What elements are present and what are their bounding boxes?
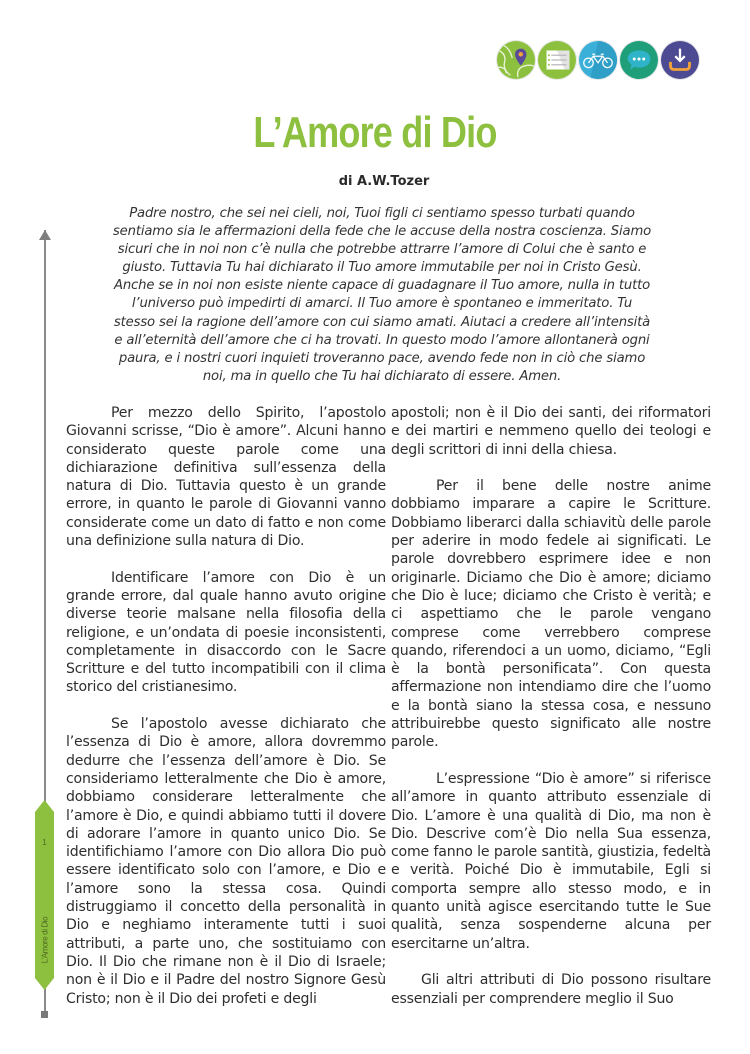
body-right-column [391, 404, 711, 1026]
header-icon-bar [496, 40, 700, 80]
author-byline: di A.W.Tozer [338, 174, 430, 189]
map-pin-icon[interactable] [496, 40, 536, 80]
paragraph: Gli altri attributi di Dio possono risultare essenziali per comprendere meglio il Suo [391, 972, 711, 1007]
chapter-label [35, 900, 54, 980]
paragraph: Se l’apostolo avesse dichiarato che l’essenza di Dio è amore, allora dovremmo dedurre che l’essenza dell’amore è Dio. Se consideriamo letteralmente che Dio è amore, dobbiamo considerare letteralmente che l’amore è Dio, e quindi abbiamo tutti il dovere di adorare l’amore in quanto unico Dio. Se identifichiamo l’amore con Dio allora Dio può essere identificato solo con l’amore, e Dio e l’amore sono la stessa cosa. Quindi distruggiamo il concetto della personalità in Dio e neghiamo interamente tutti i suoi attributi, a parte uno, che sostituiamo con Dio. Il Dio che rimane non è il Dio di Israele; non è il Dio e il Padre del nostro Signore Gesù Cristo; non è il Dio dei profeti e degli [66, 716, 386, 1007]
download-tray-icon[interactable] [660, 40, 700, 80]
tandem-bicycle-icon[interactable] [578, 40, 618, 80]
timeline-end-marker [41, 1011, 48, 1018]
paragraph: Per il bene delle nostre anime dobbiamo imparare a capire le Scritture. Dobbiamo liberarci dalla schiavitù delle parole per aderire in modo fedele ai significati. Le parole dovrebbero esprimere idee e non originarle. Diciamo che Dio è amore; diciamo che Dio è luce; diciamo che Cristo è verità; e ci aspettiamo che le parole vengano comprese come verrebbero comprese quando, riferendoci a un uomo, diciamo, “Egli è la bontà personificata”. Con questa affermazione non intendiamo dire che l’uomo e la bontà siano la stessa cosa, e nessuno attribuirebbe questo significato alle nostre parole. [391, 478, 711, 751]
paragraph: Per mezzo dello Spirito, l’apostolo Giovanni scrisse, “Dio è amore”. Alcuni hanno considerato queste parole come una dichiarazione definitiva sull’essenza della natura di Dio. Tuttavia questo è un grande errore, in quanto le parole di Giovanni vanno considerate come un dato di fatto e non come una definizione sulla natura di Dio. [66, 405, 386, 550]
chat-bubble-icon[interactable] [619, 40, 659, 80]
paragraph: apostoli; non è il Dio dei santi, dei riformatori e dei martiri e nemmeno quello dei teologi e degli scrittori di inni della chiesa. [391, 405, 711, 458]
body-left-column [66, 404, 386, 1026]
prayer-intro: Padre nostro, che sei nei cieli, noi, Tuoi figli ci sentiamo spesso turbati quando sentiamo sia le affermazioni della fede che le accuse della nostra coscienza. Siamo sicuri che in noi non c’è nulla che potrebbe attrarre l’amore di Colui che è santo e giusto. Tuttavia Tu hai dichiarato il Tuo amore immutabile per noi in Cristo Gesù. Anche se in noi non esiste niente capace di guadagnare il Tuo amore, nulla in tutto l’universo può impedirti di amarci. Il Tuo amore è spontaneo e immeritato. Tu stesso sei la ragione dell’amore con cui siamo amati. Aiutaci a credere all’intensità e all’eternità dell’amore che ci ha trovati. In questo modo l’amore allontanerà ogni paura, e i nostri cuori inquieti troveranno pace, avendo fede non in ciò che siamo noi, ma in quello che Tu hai dichiarato di essere. Amen. [112, 206, 652, 384]
chapter-label-text: L’Amore di Dio [40, 916, 49, 964]
document-list-icon[interactable] [537, 40, 577, 80]
page-title: L’Amore di Dio [253, 108, 497, 157]
chapter-number: 1 [42, 838, 47, 847]
paragraph: Identificare l’amore con Dio è un grande errore, dal quale hanno avuto origine diverse teorie malsane nella filosofia della religione, e un’ondata di poesie inconsistenti, completamente in disaccordo con le Sacre Scritture e del tutto incompatibili con il clima storico del cristianesimo. [66, 569, 386, 696]
paragraph: L’espressione “Dio è amore” si riferisce all’amore in quanto attributo essenziale di Dio. L’amore è una qualità di Dio, ma non è Dio. Descrive com’è Dio nella Sua essenza, come fanno le parole santità, giustizia, fedeltà e verità. Poiché Dio è immutabile, Egli si comporta sempre allo stesso modo, e in quanto unità agisce esercitando tutte le Sue qualità, senza sospenderne alcuna per esercitarne un’altra. [391, 770, 711, 952]
arrow-up-icon [39, 230, 51, 240]
